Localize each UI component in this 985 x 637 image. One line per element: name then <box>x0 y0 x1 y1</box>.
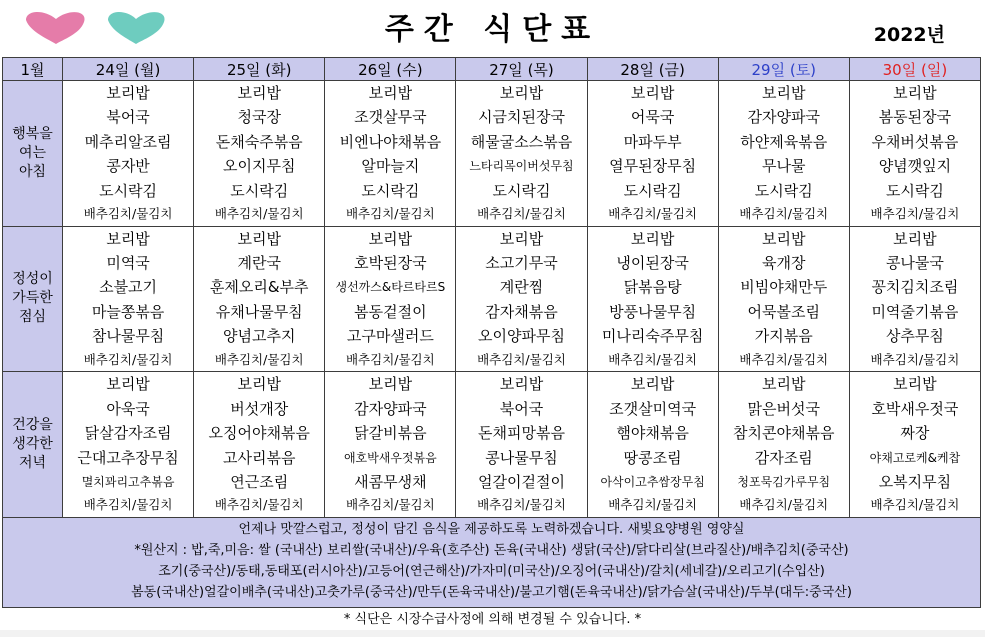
dish-item: 콩나물국 <box>885 254 944 273</box>
dish-item: 냉이된장국 <box>616 254 689 273</box>
dish-item: 보리밥 <box>106 84 150 102</box>
dish-item: 해물굴소스볶음 <box>470 132 573 151</box>
dish-item: 콩자반 <box>106 157 150 176</box>
dish-item: 배추김치/물김치 <box>345 206 435 222</box>
dish-item: 오이지무침 <box>222 157 296 176</box>
origin-note-3: 봄동(국내산)얼갈이배추(국내산)고춧가루(중국산)/만두(돈육국내산)/불고기햄(돈육국내산)/닭가슴살(국내산)/두부(대두:중국산) <box>131 585 852 600</box>
dish-item: 보리밥 <box>368 375 413 394</box>
dish-item: 고사리볶음 <box>222 448 296 467</box>
dish-item: 어묵국 <box>630 108 675 127</box>
menu-cell <box>325 81 456 227</box>
dish-item: 도시락김 <box>623 181 682 200</box>
menu-cell <box>718 81 849 227</box>
day-header-row <box>3 58 981 81</box>
menu-cell <box>587 372 718 518</box>
dish-item: 닭갈비볶음 <box>354 424 427 443</box>
dish-item: 배추김치/물김치 <box>477 351 566 367</box>
menu-cell <box>587 226 718 372</box>
dish-item: 도시락김 <box>230 181 289 200</box>
dish-item: 비엔나야채볶음 <box>339 132 442 151</box>
menu-cell <box>849 81 980 227</box>
dish-item: 야채고로케&케찹 <box>869 450 961 465</box>
dish-item: 버섯개장 <box>230 399 289 418</box>
dish-item: 봄동겉절이 <box>354 302 427 321</box>
menu-cell <box>194 226 325 372</box>
dish-item: 아욱국 <box>106 399 150 418</box>
dish-item: 닭살감자조림 <box>84 424 172 443</box>
dish-item: 소고기무국 <box>485 254 558 273</box>
dish-item: 보리밥 <box>499 375 544 394</box>
notes-box <box>2 518 981 608</box>
menu-cell <box>849 372 980 518</box>
dish-item: 도시락김 <box>754 181 813 200</box>
dish-item: 얼갈이겉절이 <box>478 472 565 491</box>
dish-item: 알마늘지 <box>361 157 420 176</box>
dish-item: 감자양파국 <box>354 399 427 418</box>
dish-item: 콩나물무침 <box>485 448 558 467</box>
dish-item: 보리밥 <box>762 375 806 394</box>
dish-item: 양념고추지 <box>222 327 296 346</box>
dish-item: 보리밥 <box>106 229 150 248</box>
dish-item: 배추김치/물김치 <box>477 497 566 513</box>
dish-item: 고구마샐러드 <box>346 327 434 346</box>
dish-item: 땅콩조림 <box>623 448 682 467</box>
dish-item: 미나리숙주무침 <box>601 327 704 346</box>
dish-item: 참치콘야채볶음 <box>733 424 835 443</box>
dish-item: 방풍나물무침 <box>609 302 697 321</box>
dish-item: 호박된장국 <box>354 254 427 273</box>
dish-item: 배추김치/물김치 <box>608 206 697 222</box>
dish-item: 오복지무침 <box>878 472 952 491</box>
dish-item: 배추김치/물김치 <box>739 497 829 513</box>
weekly-menu-table <box>2 57 981 518</box>
dish-item: 배추김치/물김치 <box>83 206 173 222</box>
page-title: 주간 식단표 <box>384 12 601 47</box>
dish-item: 감자조림 <box>754 448 813 467</box>
dish-item: 청국장 <box>237 108 281 127</box>
dish-item: 가지볶음 <box>754 327 813 346</box>
dish-item: 애호박새우젓볶음 <box>343 450 437 465</box>
dish-item: 마파두부 <box>623 132 682 151</box>
dish-item: 보리밥 <box>499 84 544 102</box>
day-header-fri: 28일 (금) <box>587 58 718 81</box>
dish-item: 꽁치김치조림 <box>871 278 959 297</box>
dish-item: 배추김치/물김치 <box>345 351 435 367</box>
dish-item: 계란국 <box>237 254 281 273</box>
origin-note-1: *원산지 : 밥,죽,미음: 쌀 (국내산) 보리쌀(국내산)/우육(호주산) 돈육(국내산) 생닭(국산)/닭다리살(브라질산)/배추김치(중국산) <box>134 543 849 558</box>
year-label: 2022년 <box>873 24 945 46</box>
menu-cell <box>587 81 718 227</box>
menu-cell <box>456 81 587 227</box>
dish-item: 도시락김 <box>99 181 158 200</box>
dish-item: 보리밥 <box>762 229 806 248</box>
dish-item: 연근조림 <box>230 472 289 491</box>
page-header <box>0 0 985 56</box>
dish-item: 보리밥 <box>893 84 937 102</box>
dish-item: 감자채볶음 <box>485 302 558 321</box>
dish-item: 배추김치/물김치 <box>870 206 960 222</box>
day-header-sat: 29일 (토) <box>718 58 849 81</box>
menu-cell <box>325 226 456 372</box>
dish-item: 보리밥 <box>237 375 281 394</box>
dish-item: 호박새우젓국 <box>871 399 959 418</box>
menu-cell <box>325 372 456 518</box>
dish-item: 짜장 <box>900 424 930 443</box>
dish-item: 미역국 <box>106 254 150 273</box>
menu-cell <box>63 372 194 518</box>
day-header-tue: 25일 (화) <box>194 58 325 81</box>
lunch-label: 정성이 가득한 점심 <box>3 226 63 372</box>
dish-item: 보리밥 <box>237 84 281 102</box>
dish-item: 돈채피망볶음 <box>478 424 565 443</box>
menu-cell <box>456 226 587 372</box>
dish-item: 근대고추장무침 <box>77 448 179 467</box>
dish-item: 보리밥 <box>893 229 937 248</box>
dish-item: 훈제오리&부추 <box>209 278 309 297</box>
bottom-strip <box>0 630 985 637</box>
dish-item: 보리밥 <box>893 375 937 394</box>
footer-note: * 식단은 시장수급사정에 의해 변경될 수 있습니다. * <box>343 612 642 627</box>
day-header-thu: 27일 (목) <box>456 58 587 81</box>
dish-item: 봄동된장국 <box>878 108 952 127</box>
dish-item: 감자양파국 <box>747 108 820 127</box>
menu-cell <box>456 372 587 518</box>
menu-cell <box>194 81 325 227</box>
dish-item: 도시락김 <box>361 181 420 200</box>
dish-item: 느타리목이버섯무침 <box>469 159 574 174</box>
menu-cell <box>63 81 194 227</box>
dish-item: 육개장 <box>762 254 806 273</box>
day-header-wed: 26일 (수) <box>325 58 456 81</box>
greeting-note: 언제나 맛깔스럽고, 정성이 담긴 음식을 제공하도록 노력하겠습니다. 새빛요양병원 영양실 <box>238 522 745 537</box>
dish-item: 조갯살무국 <box>354 108 427 127</box>
breakfast-row <box>3 81 981 227</box>
dish-item: 보리밥 <box>368 84 413 102</box>
menu-cell <box>718 226 849 372</box>
dish-item: 보리밥 <box>499 229 544 248</box>
dish-item: 소불고기 <box>99 278 158 297</box>
dish-item: 도시락김 <box>492 181 551 200</box>
dish-item: 새콤무생채 <box>354 472 427 491</box>
dish-item: 북어국 <box>499 399 544 418</box>
dinner-row <box>3 372 981 518</box>
dish-item: 시금치된장국 <box>478 108 565 127</box>
dish-item: 닭볶음탕 <box>623 278 682 297</box>
dish-item: 보리밥 <box>106 375 150 394</box>
dish-item: 열무된장무침 <box>609 157 697 176</box>
dinner-label: 건강을 생각한 저녁 <box>3 372 63 518</box>
dish-item: 배추김치/물김치 <box>214 497 304 513</box>
dish-item: 보리밥 <box>630 229 675 248</box>
dish-item: 하얀제육볶음 <box>740 132 828 151</box>
dish-item: 보리밥 <box>368 229 413 248</box>
dish-item: 미역줄기볶음 <box>871 302 959 321</box>
dish-item: 무나물 <box>762 157 806 176</box>
dish-item: 돈채숙주볶음 <box>215 132 303 151</box>
dish-item: 북어국 <box>106 108 150 127</box>
dish-item: 보리밥 <box>762 84 806 102</box>
dish-item: 배추김치/물김치 <box>870 351 960 367</box>
dish-item: 맑은버섯국 <box>747 399 820 418</box>
dish-item: 배추김치/물김치 <box>739 206 829 222</box>
dish-item: 마늘쫑볶음 <box>91 302 165 321</box>
day-header-sun: 30일 (일) <box>849 58 980 81</box>
dish-item: 우채버섯볶음 <box>871 132 959 151</box>
dish-item: 계란찜 <box>499 278 544 297</box>
dish-item: 보리밥 <box>630 84 675 102</box>
dish-item: 어묵볼조림 <box>747 302 820 321</box>
menu-cell <box>718 372 849 518</box>
menu-cell <box>849 226 980 372</box>
dish-item: 오이양파무침 <box>478 327 565 346</box>
dish-item: 멸치꽈리고추볶음 <box>81 474 175 489</box>
dish-item: 배추김치/물김치 <box>739 351 829 367</box>
dish-item: 비빔야채만두 <box>740 278 828 297</box>
menu-cell <box>194 372 325 518</box>
month-header: 1월 <box>3 58 63 81</box>
dish-item: 배추김치/물김치 <box>608 351 697 367</box>
dish-item: 도시락김 <box>885 181 944 200</box>
dish-item: 배추김치/물김치 <box>83 351 173 367</box>
menu-cell <box>63 226 194 372</box>
dish-item: 오징어야채볶음 <box>208 424 310 443</box>
dish-item: 유채나물무침 <box>215 302 303 321</box>
dish-item: 메추리알조림 <box>84 132 172 151</box>
dish-item: 보리밥 <box>237 229 281 248</box>
dish-item: 보리밥 <box>630 375 675 394</box>
dish-item: 배추김치/물김치 <box>83 497 173 513</box>
dish-item: 배추김치/물김치 <box>214 351 304 367</box>
dish-item: 조갯살미역국 <box>609 399 697 418</box>
dish-item: 청포묵김가루무침 <box>737 474 831 489</box>
lunch-row <box>3 226 981 372</box>
day-header-mon: 24일 (월) <box>63 58 194 81</box>
origin-note-2: 조기(중국산)/동태,동태포(러시아산)/고등어(연근해산)/가자미(미국산)/오징어(국내산)/갈치(세네갈)/오리고기(수입산) <box>158 564 825 579</box>
dish-item: 양념깻잎지 <box>878 157 952 176</box>
dish-item: 배추김치/물김치 <box>345 497 435 513</box>
dish-item: 생선까스&타르타르S <box>335 280 446 295</box>
dish-item: 아삭이고추쌈장무침 <box>600 474 705 489</box>
dish-item: 상추무침 <box>885 327 944 346</box>
dish-item: 배추김치/물김치 <box>870 497 960 513</box>
dish-item: 햄야채볶음 <box>616 424 689 443</box>
dish-item: 참나물무침 <box>91 327 165 346</box>
dish-item: 배추김치/물김치 <box>608 497 697 513</box>
breakfast-label: 행복을 여는 아침 <box>3 81 63 227</box>
dish-item: 배추김치/물김치 <box>477 206 566 222</box>
dish-item: 배추김치/물김치 <box>214 206 304 222</box>
